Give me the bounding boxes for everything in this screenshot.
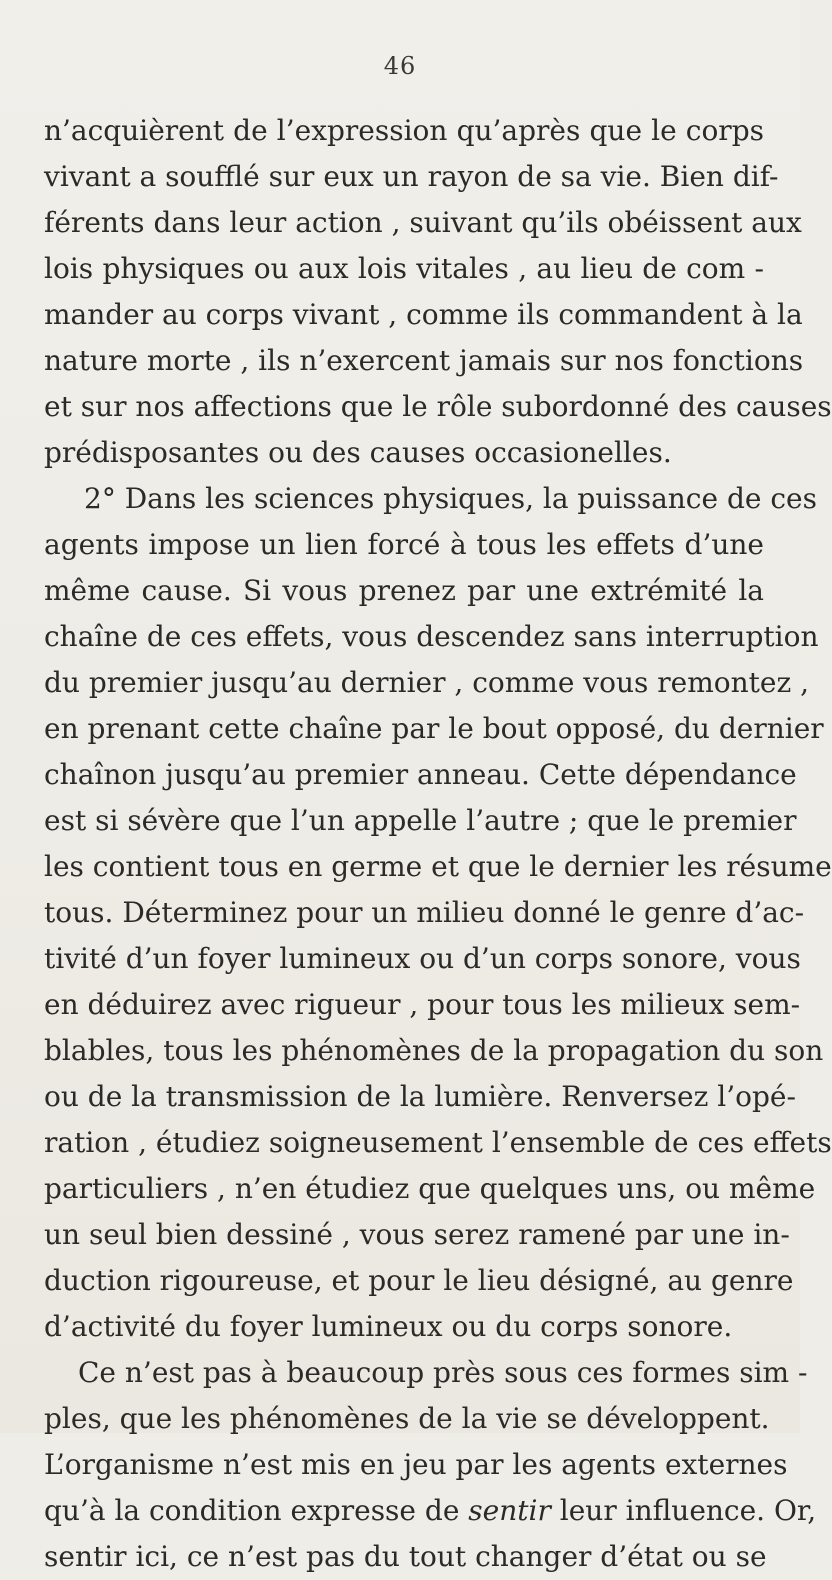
text-line: mander au corps vivant , comme ils commandent à la <box>44 298 803 331</box>
text-line: ples, que les phénomènes de la vie se développent. <box>44 1402 770 1435</box>
text-line <box>44 1488 817 1534</box>
text-line: lois physiques ou aux lois vitales , au lieu de com - <box>44 252 764 285</box>
text-line: L’organisme n’est mis en jeu par les agents externes <box>44 1448 788 1481</box>
text-line: 2° Dans les sciences physiques, la puissance de ces <box>84 482 817 515</box>
text-line: ration , étudiez soigneusement l’ensemble de ces effets <box>44 1126 832 1159</box>
text-line: ou de la transmission de la lumière. Renversez l’opé- <box>44 1080 796 1113</box>
text-line: n’acquièrent de l’expression qu’après que le corps <box>44 114 764 147</box>
body-text <box>44 108 832 1580</box>
italic-word: sentir <box>468 1494 551 1527</box>
text-segment: leur influence. Or, <box>550 1494 817 1527</box>
text-line: férents dans leur action , suivant qu’ils obéissent aux <box>44 206 802 239</box>
text-line: un seul bien dessiné , vous serez ramené par une in- <box>44 1218 790 1251</box>
text-line: et sur nos affections que le rôle subordonné des causes <box>44 390 832 423</box>
text-line: en prenant cette chaîne par le bout opposé, du dernier <box>44 712 824 745</box>
text-line: blables, tous les phénomènes de la propagation du son <box>44 1034 824 1067</box>
text-line: du premier jusqu’au dernier , comme vous remontez , <box>44 666 810 699</box>
text-line: même cause. Si vous prenez par une extrémité la <box>44 574 764 607</box>
text-line: d’activité du foyer lumineux ou du corps sonore. <box>44 1310 733 1343</box>
text-line: les contient tous en germe et que le dernier les résume <box>44 850 832 883</box>
text-segment: qu’à la condition expresse de <box>44 1494 469 1527</box>
text-line: duction rigoureuse, et pour le lieu désigné, au genre <box>44 1264 794 1297</box>
text-line: sentir ici, ce n’est pas du tout changer d’état ou se <box>44 1540 767 1573</box>
text-line: prédisposantes ou des causes occasionelles. <box>44 436 672 469</box>
text-line: chaîne de ces effets, vous descendez sans interruption <box>44 620 819 653</box>
text-line: tivité d’un foyer lumineux ou d’un corps sonore, vous <box>44 942 801 975</box>
text-line: est si sévère que l’un appelle l’autre ; que le premier <box>44 804 797 837</box>
page-number: 46 <box>383 52 417 80</box>
text-line: tous. Déterminez pour un milieu donné le genre d’ac- <box>44 896 805 929</box>
text-line: particuliers , n’en étudiez que quelques uns, ou même <box>44 1172 816 1205</box>
text-line: agents impose un lien forcé à tous les effets d’une <box>44 528 764 561</box>
text-line: Ce n’est pas à beaucoup près sous ces formes sim - <box>78 1356 808 1389</box>
text-line: chaînon jusqu’au premier anneau. Cette dépendance <box>44 758 797 791</box>
text-line: nature morte , ils n’exercent jamais sur nos fonctions <box>44 344 804 377</box>
text-line: en déduirez avec rigueur , pour tous les milieux sem- <box>44 988 801 1021</box>
text-line: vivant a soufflé sur eux un rayon de sa vie. Bien dif- <box>44 160 779 193</box>
